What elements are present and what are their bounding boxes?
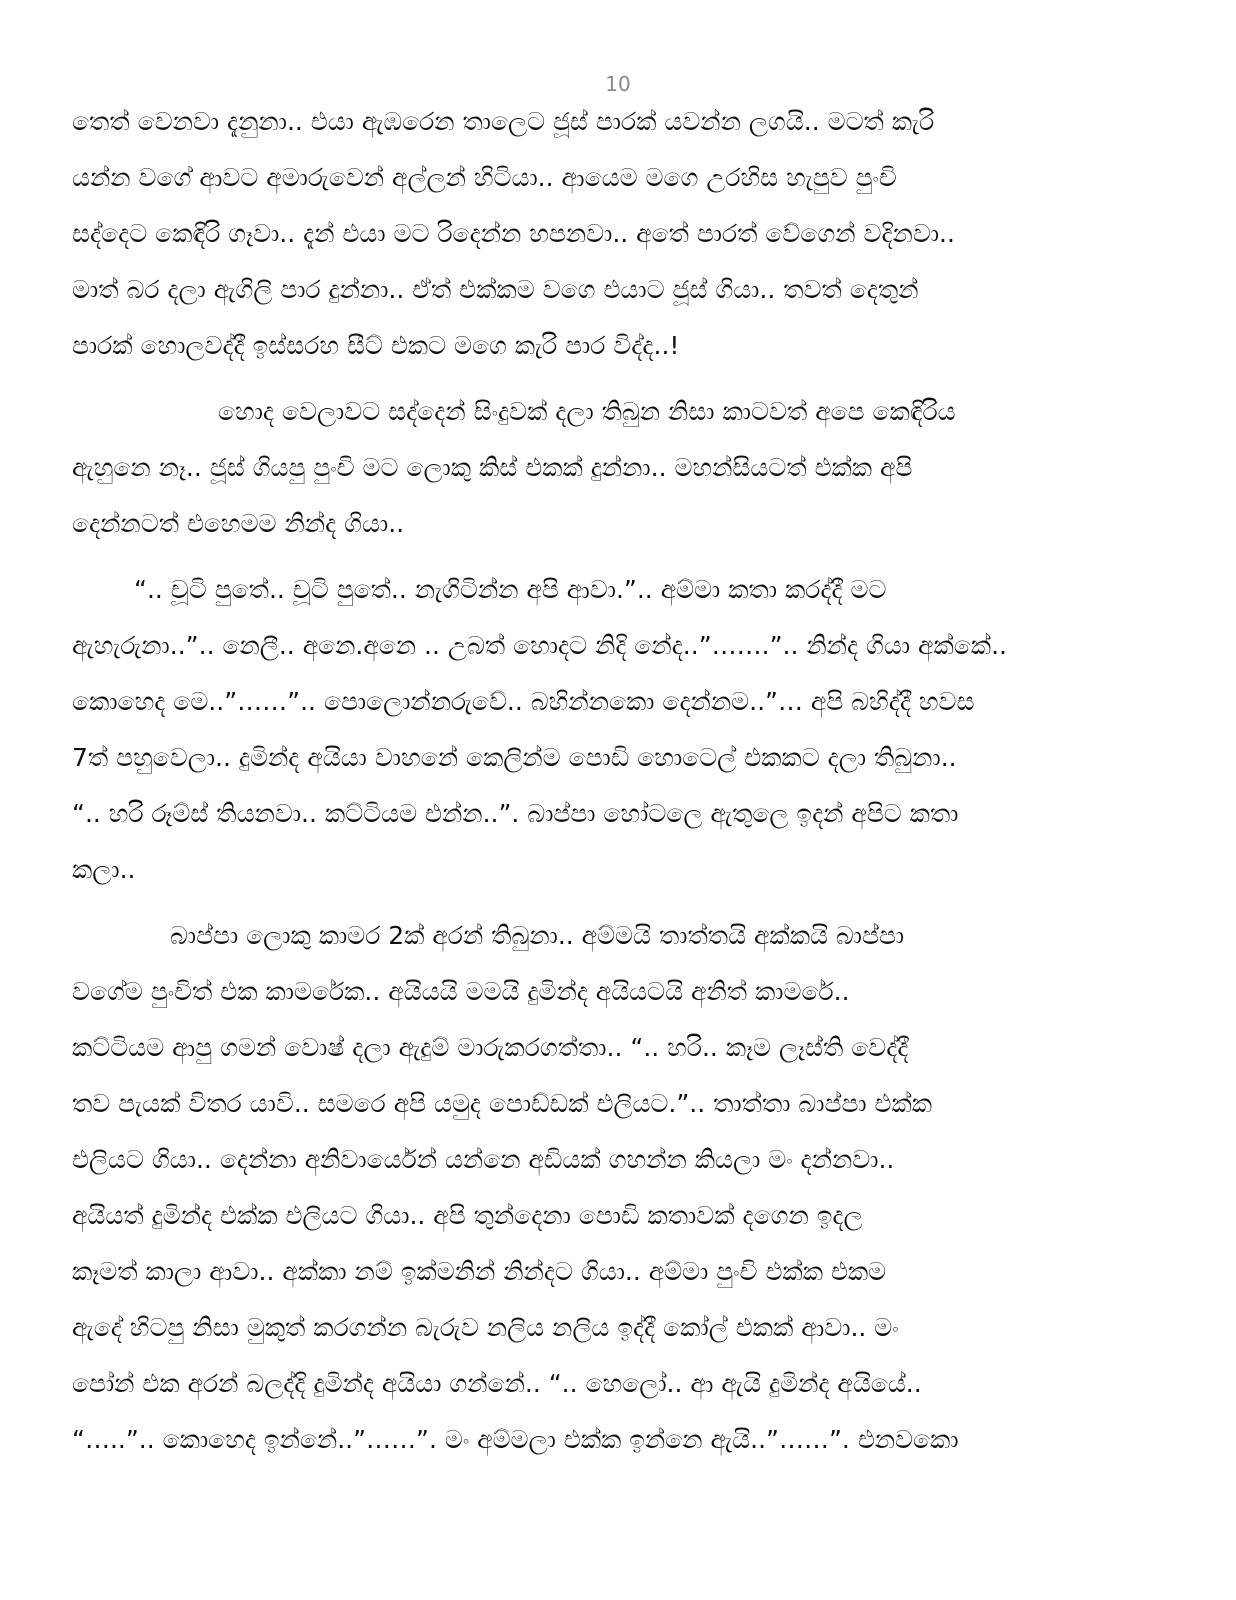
paragraph-3: [72, 562, 1172, 898]
text-line: කලා..: [72, 855, 136, 884]
paragraph-gap: [72, 552, 1172, 562]
text-line: වගේම පුංචිත් එක කාමරේක.. අයියයි මමයි දුමින්ද අයියටයි අනිත් කාමරේ..: [72, 977, 850, 1006]
paragraph-4: [72, 908, 1172, 1468]
text-line: දෙන්නටත් එහෙමම නින්ද ගියා..: [72, 509, 405, 538]
text-line: 7ත් පහුවෙලා.. දුමින්ද අයියා වාහනේ කෙලින්ම පොඩි හොටෙල් එකකට දලා තිබුනා..: [72, 743, 957, 772]
text-line: සද්දෙට කෙඳිරි ගෑවා.. දැන් එයා මට රිදෙන්න හපනවා.. අතේ පාරත් වේගෙන් වදිනවා..: [72, 219, 955, 248]
text-line: යන්න වගේ ආවට අමාරුවෙන් අල්ලන් හිටියා.. ආයෙම මගෙ උරහිස හැපුව පුංචි: [72, 163, 897, 192]
paragraph-2: [72, 384, 1172, 552]
text-line: පාරක් හොලවද්දී ඉස්සරහ සීට් එකට මගෙ කැරි පාර විද්ද..!: [72, 331, 680, 360]
text-line: බාප්පා ලොකු කාමර 2ක් අරන් තිබුනා.. අම්මයි තාත්තයි අක්කයි බාප්පා: [170, 921, 905, 950]
text-line: පෝන් එක අරන් බලද්දි දුමින්ද අයියා ගන්නේ.. “.. හෙලෝ.. ආ ඇයි දුමින්ද අයියේ..: [72, 1369, 922, 1398]
paragraph-1: [72, 94, 1172, 374]
text-line: කොහෙද මෙ..”……”.. පොලොන්නරුවේ.. බහින්නකො දෙන්නම..”… අපි බහිද්දී හවස: [72, 687, 975, 716]
text-line: හොද වෙලාවට සද්දෙන් සිංදුවක් දලා තිබුන නිසා කාටවත් අපෙ කෙඳිරිය: [218, 397, 956, 426]
text-line: අයියත් දුමින්ද එක්ක එලියට ගියා.. අපි තුන්දෙනා පොඩි කතාවක් දගෙන ඉදල: [72, 1201, 863, 1230]
paragraph-gap: [72, 898, 1172, 908]
text-line: “.. හරි රූම්ස් තියනවා.. කට්ටියම එන්න..”. බාප්පා හෝටලෙ ඇතුලෙ ඉදන් අපිට කතා: [72, 799, 959, 828]
text-line: මාත් බර දලා ඇගිලි පාර දුන්නා.. ඒත් එක්කම වගෙ එයාට ජූස් ගියා.. තවත් දෙතුන්: [72, 275, 919, 304]
text-line: “.. චූටි පුතේ.. චූටි පුතේ.. නැගිටින්න අපි ආවා.”.. අම්මා කතා කරද්දී මට: [134, 575, 887, 604]
paragraph-gap: [72, 374, 1172, 384]
text-line: ඇදේ හිටපු නිසා මුකුත් කරගන්න බැරුව නලිය නලිය ඉද්දී කෝල් එකක් ආවා.. මං: [72, 1313, 899, 1342]
text-line: “…..”.. කොහෙද ඉන්නේ..”……”. මං අම්මලා එක්ක ඉන්නෙ ඇයි..”……”. එනවකො: [72, 1425, 959, 1454]
page-number: 10: [605, 72, 631, 96]
document-body: [72, 94, 1172, 1468]
text-line: එලියට ගියා.. දෙන්නා අනිවාර්යෙන් යන්නෙ අඩියක් ගහන්න කියලා මං දන්නවා..: [72, 1145, 895, 1174]
text-line: කට්ටියම ආපු ගමන් වොෂ් දලා ඇදුම් මාරුකරගත්තා.. “.. හරි.. කෑම ලෑස්ති වෙද්දී: [72, 1033, 909, 1062]
text-line: ඇහැරුනා..”.. නෙලී.. අනෙ.අනෙ .. උබත් හොදට නිදි නේද..”…….”.. නින්ද ගියා අක්කේ..: [72, 631, 1007, 660]
text-line: තෙත් වෙනවා දැනුනා.. එයා ඇඹරෙන තාලෙට ජූස් පාරක් යවන්න ලගයි.. මටත් කැරි: [72, 107, 935, 136]
text-line: කෑමත් කාලා ආවා.. අක්කා නම් ඉක්මනින් නින්දට ගියා.. අම්මා පුංචි එක්ක එකම: [72, 1257, 887, 1286]
text-line: ඇහුනෙ නෑ.. ජූස් ගියපු පුංචි මට ලොකු කිස් එකක් දුන්නා.. මහන්සියටත් එක්ක අපි: [72, 453, 913, 482]
text-line: තව පැයක් විතර යාවි.. සමරෙ අපි යමුද පොඩ්ඩක් එලියට.”.. තාත්තා බාප්පා එක්ක: [72, 1089, 933, 1118]
